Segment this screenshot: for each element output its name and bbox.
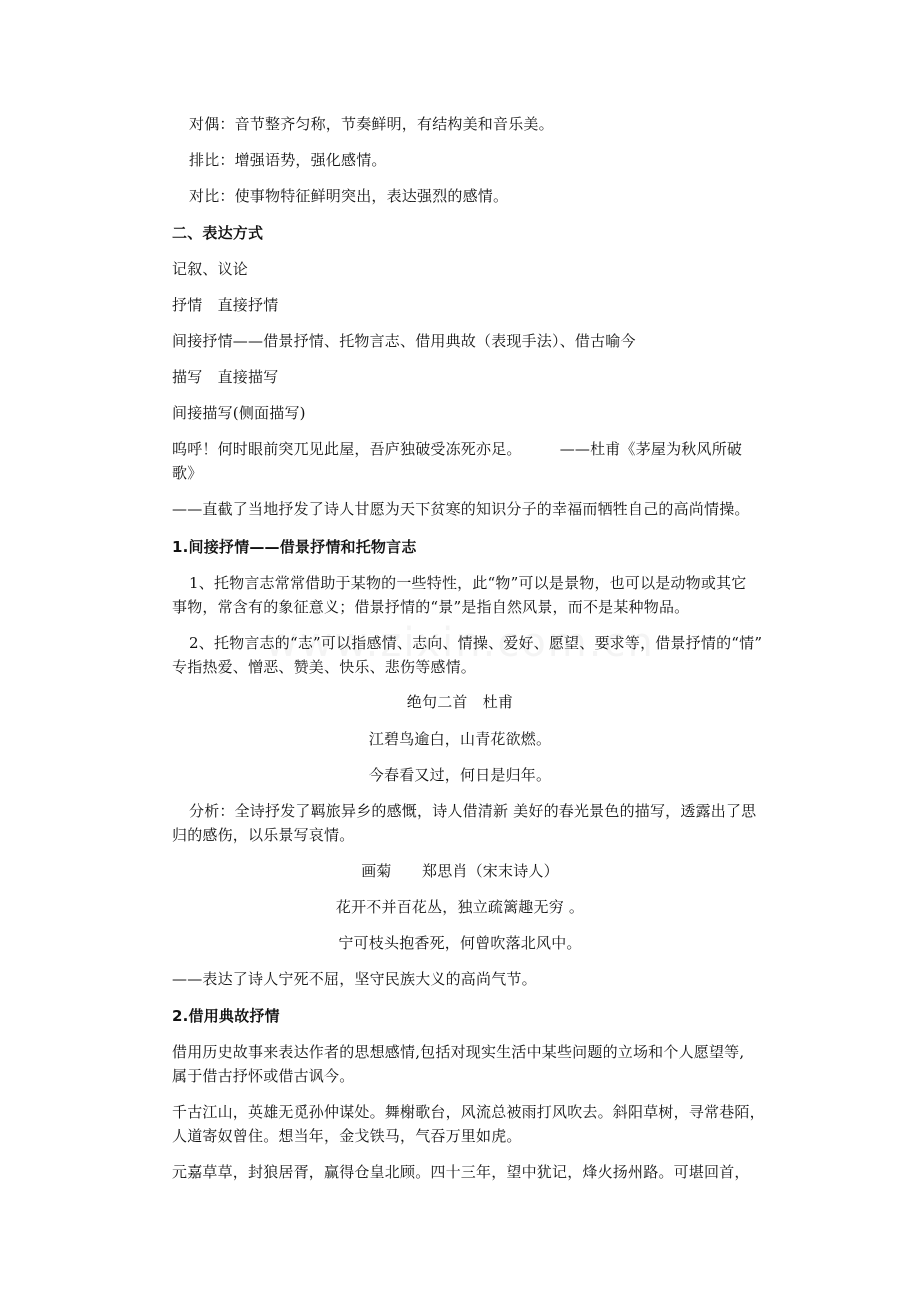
poem-yongyule-line2: 人道寄奴曾住。想当年，金戈铁马，气吞万里如虎。 — [172, 1127, 522, 1145]
paragraph-allusion-line2: 属于借古抒怀或借古讽今。 — [172, 1067, 355, 1085]
poem-title-huaju: 画菊 郑思肖（宋末诗人） — [361, 862, 559, 880]
poem-jueju-line2: 今春看又过，何日是归年。 — [368, 766, 552, 784]
quote-du-fu-line1: 呜呼！何时眼前突兀见此屋，吾庐独破受冻死亦足。 ——杜甫《茅屋为秋风所破 — [172, 440, 743, 458]
paragraph-lyric-indirect: 间接抒情——借景抒情、托物言志、借用典故（表现手法）、借古喻今 — [172, 332, 636, 350]
paragraph-duiou: 对偶：音节整齐匀称，节奏鲜明，有结构美和音乐美。 — [189, 115, 554, 133]
paragraph-2-line2: 专指热爱、憎恶、赞美、快乐、悲伤等感情。 — [172, 658, 477, 676]
poem-title-jueju: 绝句二首 杜甫 — [406, 693, 514, 711]
quote-du-fu-analysis: ——直截了当地抒发了诗人甘愿为天下贫寒的知识分子的幸福而牺牲自己的高尚情操。 — [172, 500, 750, 518]
quote-du-fu-line2: 歌》 — [172, 464, 203, 482]
paragraph-narration: 记叙、议论 — [172, 260, 249, 278]
paragraph-allusion-line1: 借用历史故事来表达作者的思想感情,包括对现实生活中某些问题的立场和个人愿望等, — [172, 1043, 745, 1061]
paragraph-lyric-direct: 抒情 直接抒情 — [172, 296, 279, 314]
paragraph-1-line1: 1、托物言志常常借助于某物的一些特性，此“物”可以是景物，也可以是动物或其它 — [189, 574, 747, 592]
paragraph-paibi: 排比：增强语势，强化感情。 — [189, 151, 387, 169]
paragraph-1-line2: 事物，常含有的象征意义；借景抒情的“景”是指自然风景，而不是某种物品。 — [172, 598, 690, 616]
subheading-allusion: 2.借用典故抒情 — [172, 1007, 280, 1025]
analysis-jueju-line1: 分析：全诗抒发了羁旅异乡的感慨，诗人借清新 美好的春光景色的描写，透露出了思 — [189, 802, 757, 820]
poem-yongyule-line3: 元嘉草草，封狼居胥，赢得仓皇北顾。四十三年，望中犹记，烽火扬州路。可堪回首， — [172, 1163, 750, 1181]
poem-yongyule-line1: 千古江山，英雄无觅孙仲谋处。舞榭歌台，风流总被雨打风吹去。斜阳草树，寻常巷陌， — [172, 1103, 765, 1121]
paragraph-description-direct: 描写 直接描写 — [172, 368, 279, 386]
paragraph-duibi: 对比：使事物特征鲜明突出，表达强烈的感情。 — [189, 187, 509, 205]
poem-jueju-line1: 江碧鸟逾白，山青花欲燃。 — [368, 730, 552, 748]
section-heading-expression: 二、表达方式 — [172, 224, 264, 242]
analysis-jueju-line2: 归的感伤，以乐景写哀情。 — [172, 826, 355, 844]
subheading-indirect-lyric: 1.间接抒情——借景抒情和托物言志 — [172, 538, 417, 556]
poem-huaju-line2: 宁可枝头抱香死，何曾吹落北风中。 — [338, 934, 582, 952]
paragraph-description-indirect: 间接描写(侧面描写) — [172, 404, 306, 422]
poem-huaju-line1: 花开不并百花丛，独立疏篱趣无穷 。 — [335, 898, 585, 916]
paragraph-2-line1: 2、托物言志的“志”可以指感情、志向、情操、爱好、愿望、要求等，借景抒情的“情” — [189, 634, 763, 652]
analysis-huaju: ——表达了诗人宁死不屈，坚守民族大义的高尚气节。 — [172, 970, 537, 988]
